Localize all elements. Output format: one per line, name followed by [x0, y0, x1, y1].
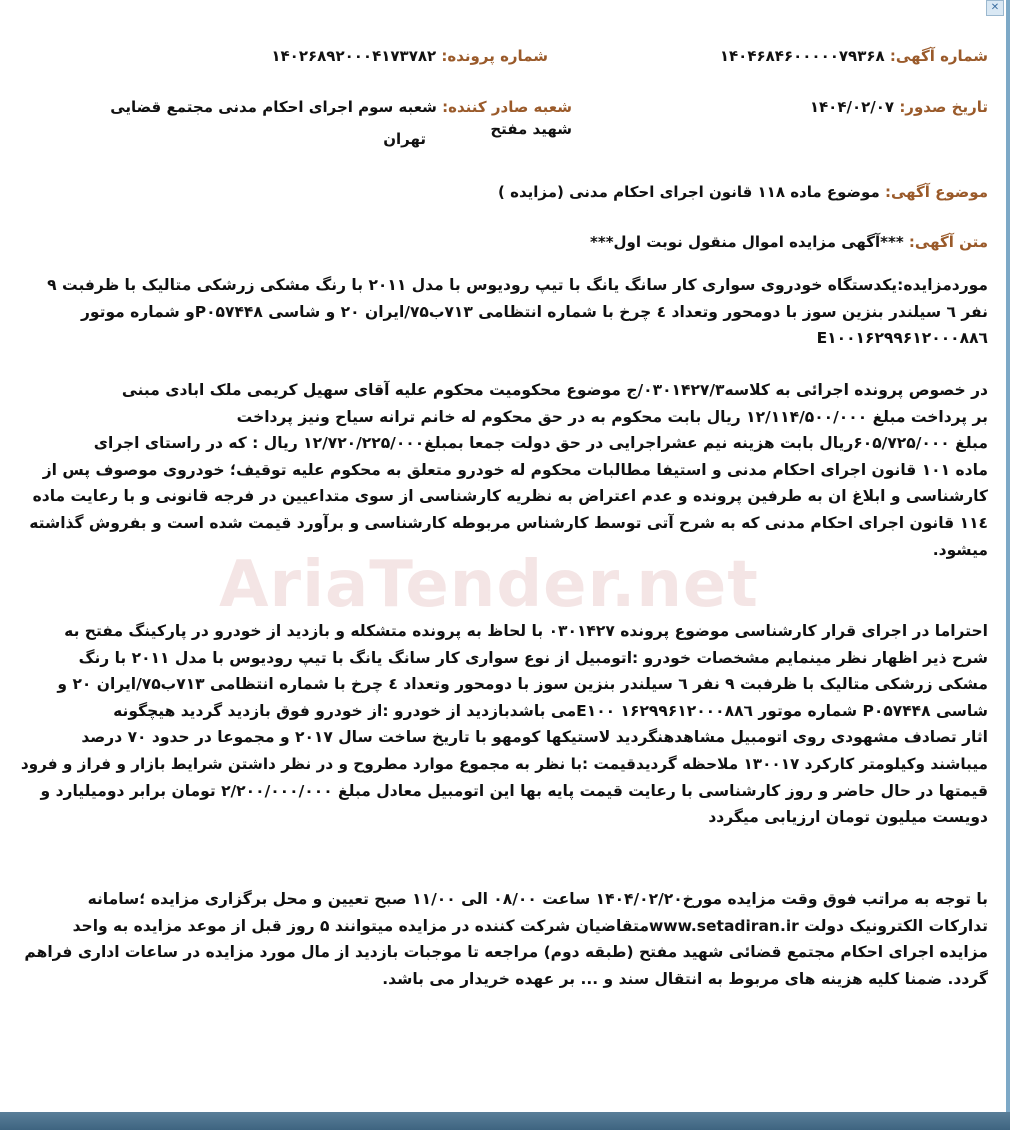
paragraph-line: مشکی زرشکی متالیک با ظرفبت ۹ نفر ٦ سیلندر بنزین سوز با دومحور وتعداد ٤ چرخ با شماره انتظامی ۷۱۳ب۷۵/ایران ۲۰ و — [57, 675, 988, 694]
issuer-row — [72, 96, 572, 140]
case-number-value: ۱۴۰۲۶۸۹۲۰۰۰۴۱۷۳۷۸۲ — [271, 47, 437, 65]
paragraph-expert-report — [13, 618, 988, 831]
paragraph-auction-time — [13, 886, 988, 992]
window-bottom-bar — [0, 1112, 1010, 1130]
issue-date-label: تاریخ صدور: — [899, 98, 988, 116]
paragraph-line: بر پرداخت مبلغ ۱۲/۱۱۴/۵۰۰/۰۰۰ ریال بابت محکوم به در حق محکوم له خانم ترانه سیاح ونیز پرداخت — [236, 407, 988, 426]
watermark-text: AriaTender.net — [219, 548, 759, 622]
paragraph-line: E۱۰۰۱۶۲۹۹۶۱۲۰۰۰۸۸٦ — [816, 329, 988, 348]
subject-value: موضوع ماده ۱۱۸ قانون اجرای احکام مدنی (مزایده ) — [498, 183, 880, 201]
text-label: متن آگهی: — [908, 233, 988, 251]
paragraph-line: ماده ۱۰۱ قانون اجرای احکام مدنی و استیفا مطالبات محکوم له خودرو متعلق به محکوم علیه توقیف؛ خودروی موصوف پس از — [42, 460, 988, 479]
paragraph-line: ۱۱٤ قانون اجرای احکام مدنی که به شرح آتی توسط کارشناس مربوطه کارشناسی و برآورد قیمت شده است و بفروش گذاشته — [29, 513, 988, 532]
paragraph-line: نفر ٦ سیلندر بنزین سوز با دومحور وتعداد ٤ چرخ با شماره انتظامی ۷۱۳ب۷۵/ایران ۲۰ و شاسی P۰۵۷۴۴۸و شماره موتور — [81, 302, 988, 321]
issue-date-value: ۱۴۰۴/۰۲/۰۷ — [809, 98, 895, 116]
ad-number-row — [720, 45, 988, 67]
close-icon[interactable]: ✕ — [986, 0, 1004, 16]
case-number-row — [271, 45, 548, 67]
paragraph-line: میباشند وکیلومتر کارکرد ۱۳۰۰۱۷ ملاحظه گردیدقیمت :با نظر به مجموع موارد مطروح و در نظر داشتن شرایط بازار و فراز و فرود — [20, 754, 988, 773]
ad-number-value: ۱۴۰۴۶۸۴۶۰۰۰۰۰۷۹۳۶۸ — [719, 47, 885, 65]
paragraph-case-details — [13, 377, 988, 563]
issue-date-row — [810, 96, 988, 118]
paragraph-line: کارشناسی و ابلاغ ان به طرفین پرونده و عدم اعتراض به نظریه کارشناسی از سوی متداعیین در فرجه قانونی و با رعایت ماده — [32, 487, 988, 506]
paragraph-line: تدارکات الکترونیک دولت www.setadiran.irمتقاضیان شرکت کننده در مزایده میتوانند ۵ روز قبل از موعد مزایده به واحد — [72, 916, 988, 935]
ad-number-label: شماره آگهی: — [889, 47, 988, 65]
issuer-value: شعبه سوم اجرای احکام مدنی مجتمع قضایی شهید مفتح — [110, 98, 572, 138]
subject-label: موضوع آگهی: — [884, 183, 988, 201]
paragraph-line: مزایده اجرای احکام مجتمع قضائی شهید مفتح (طبقه دوم) مراجعه تا موجبات بازدید از مال مورد مزایده در ساعات اداری فراهم — [24, 943, 988, 962]
paragraph-line: احتراما در اجرای قرار کارشناسی موضوع پرونده ۰۳۰۱۴۲۷ با لحاظ به پرونده متشکله و بازدید از خودرو در پارکینگ مفتح به — [64, 622, 988, 640]
paragraph-line: شاسی P۰۵۷۴۴۸ شماره موتور E۱۰۰ ۱۶۲۹۹۶۱۲۰۰۰۸۸٦می باشدبازدید از خودرو :از خودرو فوق بازدید گردید هیچگونه — [113, 701, 988, 720]
case-number-label: شماره پرونده: — [441, 47, 548, 65]
text-value: ***آگهی مزایده اموال منقول نوبت اول*** — [590, 233, 904, 251]
issuer-value-line2: تهران — [383, 130, 426, 148]
paragraph-line: میشود. — [932, 540, 988, 559]
paragraph-line: موردمزایده:یکدستگاه خودروی سواری کار سانگ یانگ با تیپ رودیوس با مدل ۲۰۱۱ با رنگ مشکی زرشکی متالیک با ظرفبت ۹ — [47, 276, 988, 294]
paragraph-item-details — [13, 272, 988, 352]
paragraph-line: شرح ذیر اظهار نظر مینمایم مشخصات خودرو :اتومبیل از نوع سواری کار سانگ یانگ با تیپ رودیوس با مدل ۲۰۱۱ با رنگ — [78, 648, 988, 667]
subject-row — [498, 181, 988, 203]
paragraph-line: در خصوص پرونده اجرائی به کلاسه۰۳۰۱۴۲۷/۳/ج موضوع محکومیت محکوم علیه آقای سهیل کریمی ملک ابادی مبنی — [121, 381, 988, 399]
paragraph-line: قیمتها در حال حاضر و روز کارشناسی با رعایت قیمت پایه بها این اتومبیل معادل مبلغ ۲/۲۰۰/۰۰۰/۰۰۰ تومان برابر دومیلیارد و — [40, 781, 988, 800]
issuer-label: شعبه صادر کننده: — [442, 98, 572, 116]
paragraph-line: مبلغ ۶۰۵/۷۲۵/۰۰۰ریال بابت هزینه نیم عشراجرایی در حق دولت جمعا بمبلغ۱۲/۷۲۰/۲۲۵/۰۰۰ ریال : که در راستای اجرای — [93, 434, 988, 453]
paragraph-line: گردد. ضمنا کلیه هزینه های مربوط به انتقال سند و ... بر عهده خریدار می باشد. — [382, 969, 988, 988]
paragraph-line: دویست میلیون تومان ارزیابی میگردد — [708, 808, 988, 827]
paragraph-line: با توجه به مراتب فوق وقت مزایده مورخ۱۴۰۴/۰۲/۲۰ ساعت ۰۸/۰۰ الی ۱۱/۰۰ صبح تعیین و محل برگزاری مزایده ؛سامانه — [87, 890, 988, 908]
paragraph-line: اثار تصادف مشهودی روی اتومبیل مشاهدهنگردید لاستیکها کومهو با تاریخ ساخت سال ۲۰۱۷ و مجموعا در حدود ۷۰ درصد — [81, 728, 988, 747]
text-row — [590, 231, 988, 253]
